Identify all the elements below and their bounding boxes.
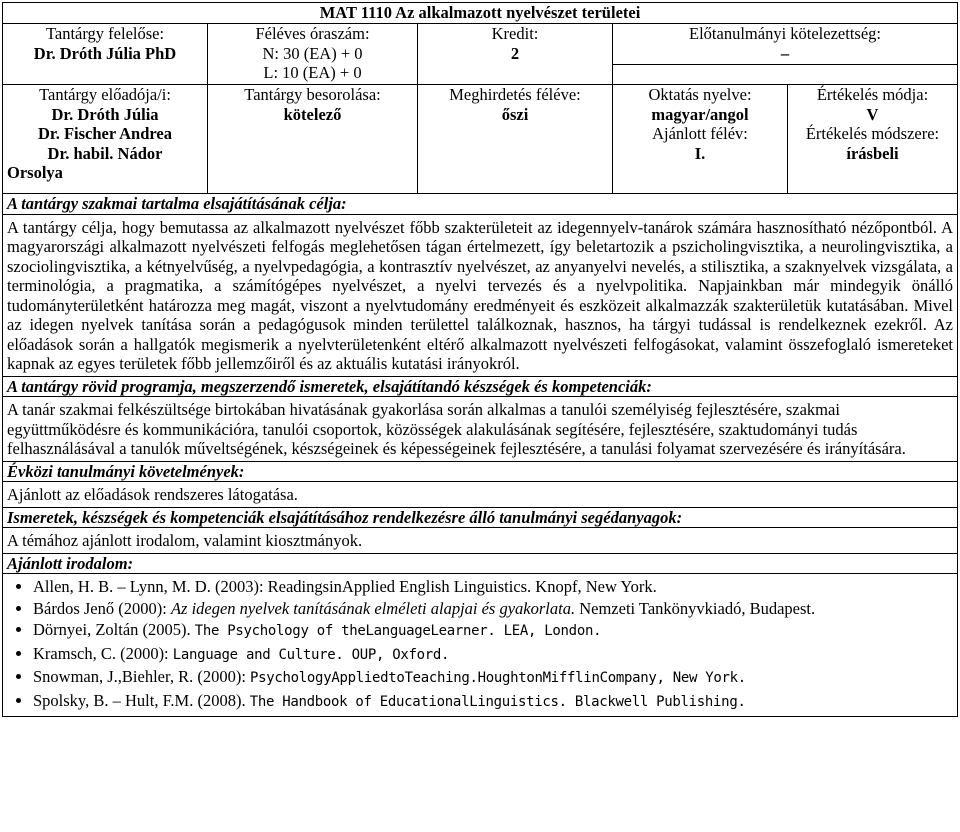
requirements-heading: Évközi tanulmányi követelmények: [3, 461, 958, 482]
semester-value: őszi [501, 104, 529, 124]
course-table [2, 2, 958, 717]
goal-heading: A tantárgy szakmai tartalma elsajátításának célja: [3, 194, 958, 215]
literature-item-author: Bárdos Jenő (2000): [33, 598, 171, 618]
goal-text: A tantárgy célja, hogy bemutassa az alkalmazott nyelvészet főbb szakterületeit az idegennyelv-tanárok számára hasznosítható nézőpontból. A magyarországi alkalmazott nyelvészeti felfogás meglehetősen tágan értelmezett, így beletartozik a pszicholingvisztika, a neurolingvisztika, a szociolingvisztika, a kétnyelvűség, a nyelvpedagógia, a kontrasztív nyelvészet, az anyanyelvi nevelés, a stilisztika, a szaknyelvek vizsgálata, a terminológia, a pragmatika, a számítógépes nyelvészet, a nyelvi tervezés és a nyelvpolitika. Napjainkban már mindegyik önálló tudományterületként határozza meg magát, viszont a nyelvtudomány eredményeit és eszközeit alkalmazzák szakterületük kutatásában. Mivel az idegen nyelvek tanítása során a pedagógusok minden területtel találkoznak, hasznos, ha tárgyi tudással is rendelkeznek ezekről. Az előadások során a hallgatók megismerik a nyelvterületenként eltérő alkalmazott nyelvészeti felfogásokat, valamint összefoglaló ismereteket kapnak az egyes területek főbb jellemzőiről és az aktuális kutatási irányokról. [3, 214, 958, 376]
literature-item [33, 666, 953, 690]
prereq-label: Előtanulmányi kötelezettség: [689, 24, 881, 43]
literature-item [33, 643, 953, 667]
lecturer-name: Dr. Fischer Andrea [38, 124, 172, 143]
responsible-label: Tantárgy felelőse: [45, 24, 165, 43]
literature-item-author: Kramsch, C. (2000): [33, 643, 173, 663]
prereq-value: – [780, 43, 790, 63]
literature-item-title: The Psychology of theLanguageLearner. LEA, London. [194, 623, 602, 639]
literature-item-title: PsychologyAppliedtoTeaching.HoughtonMifflinCompany, New York. [250, 670, 746, 686]
prereq-cell [613, 24, 958, 65]
lecturer-name: Orsolya [7, 163, 63, 182]
evaluation-value: V [866, 104, 879, 124]
course-title: MAT 1110 Az alkalmazott nyelvészet területei [3, 3, 958, 24]
literature-item-title: The Handbook of EducationalLinguistics. Blackwell Publishing. [249, 693, 746, 710]
evaluation-cell [788, 85, 958, 194]
literature-item-author: Snowman, J.,Biehler, R. (2000): [33, 667, 251, 686]
hours-l: L: 10 (EA) + 0 [263, 63, 362, 82]
language-value: magyar/angol [651, 104, 749, 124]
classification-value: kötelező [283, 104, 342, 124]
literature-item-author: Spolsky, B. – Hult, F.M. (2008). [33, 690, 250, 710]
program-heading: A tantárgy rövid programja, megszerzendő ismeretek, elsajátítandó készségek és kompetenciák: [3, 376, 958, 397]
literature-item-publisher: Nemzeti Tankönyvkiadó, Budapest. [575, 598, 816, 618]
empty-spacer [613, 65, 958, 85]
recommended-semester-value: I. [694, 143, 706, 163]
credit-value: 2 [510, 43, 520, 63]
literature-item [33, 598, 953, 620]
literature-item [33, 576, 953, 598]
requirements-text: Ajánlott az előadások rendszeres látogatása. [3, 482, 958, 508]
language-label: Oktatás nyelve: [648, 85, 752, 104]
evaluation-label: Értékelés módja: [816, 85, 929, 104]
lecturer-name: Dr. habil. Nádor [47, 143, 163, 163]
classification-label: Tantárgy besorolása: [244, 85, 381, 104]
literature-list [7, 576, 953, 713]
literature-item [33, 619, 953, 643]
literature-cell [3, 574, 958, 717]
materials-heading: Ismeretek, készségek és kompetenciák elsajátításához rendelkezésre álló tanulmányi segédanyagok: [3, 507, 958, 528]
evaluation-method-label: Értékelés módszere: [805, 124, 940, 143]
lecturer-name: Dr. Dróth Júlia [51, 104, 159, 124]
program-text: A tanár szakmai felkészültsége birtokában hivatásának gyakorlása során alkalmas a tanulói személyiség fejlesztésére, szakmai együttműködésre és kommunikációra, tanulói csoportok, közösségek alakulásának segítésére, fejlesztésére, szaktudományi tudás felhasználásával a tanulók műveltségének, készségeinek és képességeinek fejlesztésére, a tanulási folyamat szervezésére és irányítására. [3, 397, 958, 462]
semester-cell [418, 85, 613, 194]
hours-n: N: 30 (EA) + 0 [262, 43, 363, 63]
credit-label: Kredit: [491, 24, 539, 43]
credit-cell [418, 24, 613, 85]
classification-cell [208, 85, 418, 194]
hours-cell [208, 24, 418, 85]
responsible-cell [3, 24, 208, 85]
literature-heading: Ajánlott irodalom: [3, 553, 958, 574]
recommended-semester-label: Ajánlott félév: [652, 124, 748, 143]
literature-item-author: Dörnyei, Zoltán (2005). [33, 620, 195, 639]
responsible-name: Dr. Dróth Júlia PhD [33, 43, 177, 63]
materials-text: A témához ajánlott irodalom, valamint kiosztmányok. [3, 528, 958, 554]
literature-item-text: Allen, H. B. – Lynn, M. D. (2003): ReadingsinApplied English Linguistics. Knopf, New York. [33, 577, 657, 596]
language-cell [613, 85, 788, 194]
hours-label: Féléves óraszám: [255, 24, 370, 43]
lecturers-label: Tantárgy előadója/i: [39, 85, 171, 104]
lecturers-cell [3, 85, 208, 194]
literature-item [33, 690, 953, 714]
evaluation-method-value: írásbeli [846, 143, 899, 163]
semester-label: Meghirdetés féléve: [449, 85, 581, 104]
literature-item-title: Az idegen nyelvek tanításának elméleti alapjai és gyakorlata. [170, 598, 576, 618]
literature-item-title: Language and Culture. OUP, Oxford. [172, 646, 450, 663]
